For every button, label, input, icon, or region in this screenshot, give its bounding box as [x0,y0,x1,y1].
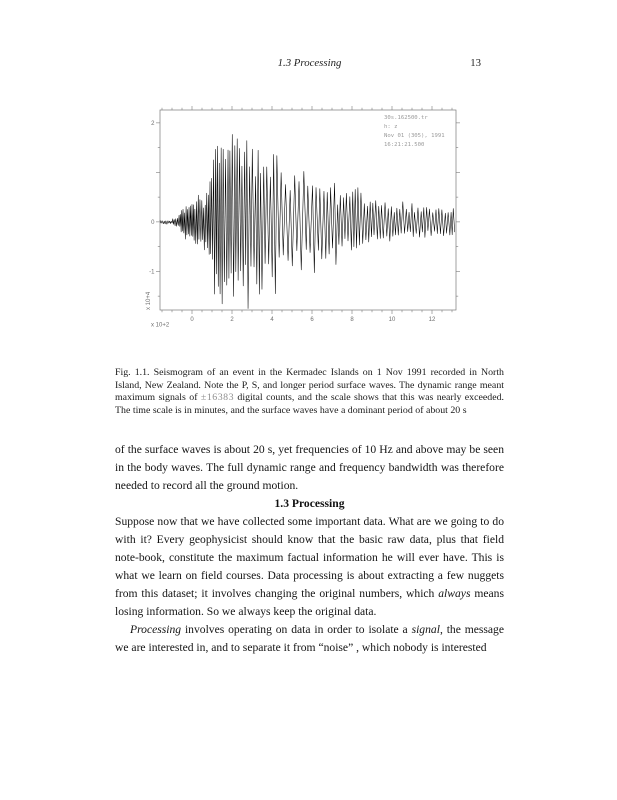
paragraph-text: means losing information. So we always keep the original data. [115,587,504,618]
paragraph-text-italic: Processing [130,623,182,636]
svg-text:-1: -1 [149,269,155,276]
svg-text:30s.162500.tr: 30s.162500.tr [384,115,428,121]
page-number: 13 [470,57,481,69]
paragraph-text-italic: signal [411,623,440,636]
svg-text:12: 12 [428,317,436,323]
paragraph-text: of the surface waves is about 20 s, yet frequencies of 10 Hz and above may be seen in the body waves. The full dynamic range and frequency bandwidth was therefore needed to record all the ground motion. [115,443,504,492]
caption-text: Fig. 1.1. Seismogram of an event in the Kermadec Islands on 1 Nov 1991 recorded in North Island, New Zealand. Note the P, S, and longer period surface waves. The dynamic range meant maximum signals of [115,366,504,404]
svg-text:6: 6 [310,317,314,323]
paragraph [115,441,504,495]
body-text [115,441,504,657]
svg-text:Nov 01 (305), 1991: Nov 01 (305), 1991 [384,133,445,139]
seismogram-figure [146,110,456,329]
caption-text: digital counts, and the scale shows that this was nearly exceeded. The time scale is in minutes, and the surface waves have a dominant period of about 20 s [115,392,504,416]
paragraph [115,621,504,657]
svg-text:0: 0 [151,219,155,226]
svg-text:x 10+2: x 10+2 [151,322,170,329]
svg-text:h: z: h: z [384,124,398,130]
running-head-label: 1.3 Processing [277,57,342,69]
paragraph-text: involves operating on data in order to isolate a [181,623,412,636]
section-heading: 1.3 Processing [274,497,345,510]
svg-text:2: 2 [230,317,234,323]
paragraph-text: , the message we are interested in, and to separate it from “noise” , which nobody is interested [115,623,504,654]
seismogram-chart [146,110,456,329]
svg-text:16:21:21.500: 16:21:21.500 [384,142,425,148]
paragraph-text-italic: always [438,587,471,600]
figure-caption [115,367,504,418]
svg-text:4: 4 [270,317,274,323]
paragraph [115,513,504,621]
paragraph-text: Suppose now that we have collected some important data. What are we going to do with it? Every geophysicist should know that the basic raw data, plus that field note-book, constitute the maximum factual information he will ever have. This is what we learn on field courses. Data processing is about extracting a few nuggets from this dataset; it involves changing the original numbers, which [115,515,504,600]
svg-text:2: 2 [151,120,155,127]
caption-counts-value: ±16383 [200,392,235,404]
svg-text:10: 10 [388,317,396,323]
svg-text:0: 0 [190,317,194,323]
svg-text:8: 8 [350,317,354,323]
svg-text:x 10+4: x 10+4 [146,291,152,310]
